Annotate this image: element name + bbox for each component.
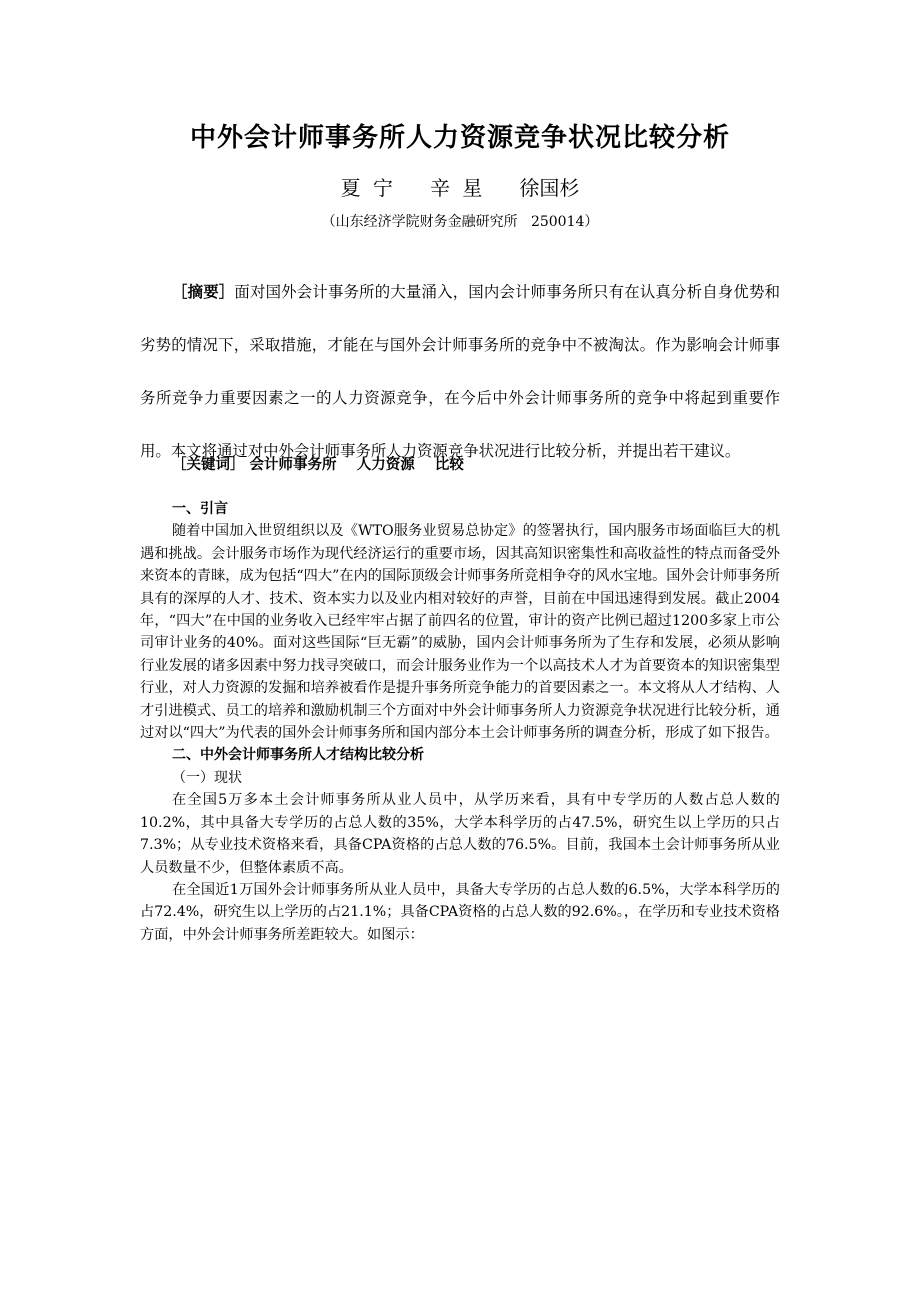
abstract-label: ［摘要］: [172, 283, 235, 301]
section-heading-structure: 二、中外会计师事务所人才结构比较分析: [172, 747, 424, 764]
paper-body: [140, 498, 780, 946]
author-affiliation: （山东经济学院财务金融研究所 250014）: [321, 214, 599, 230]
foreign-staff-paragraph: 在全国近1万国外会计师事务所从业人员中，具备大专学历的占总人数的6.5%，大学本科学历的占72.4%，研究生以上学历的占21.1%；具备CPA资格的占总人数的92.6%。，在学历和专业技术资格方面，中外会计师事务所差距较大。如图示：: [140, 881, 780, 943]
keywords: ［关键词］ 会计师事务所 人力资源 比较: [172, 457, 464, 473]
domestic-staff-paragraph: 在全国5万多本土会计师事务所从业人员中，从学历来看，具有中专学历的人数占总人数的10.2%，其中具备大专学历的占总人数的35%，大学本科学历的占47.5%，研究生以上学历的只占7.3%；从专业技术资格来看，具备CPA资格的占总人数的76.5%。目前，我国本土会计师事务所从业人员数量不少，但整体素质不高。: [140, 792, 780, 876]
intro-paragraph: 随着中国加入世贸组织以及《WTO服务业贸易总协定》的签署执行，国内服务市场面临巨大的机遇和挑战。会计服务市场作为现代经济运行的重要市场，因其高知识密集性和高收益性的特点而备受外来资本的青睐，成为包括“四大”在内的国际顶级会计师事务所竞相争夺的风水宝地。国外会计师事务所具有的深厚的人才、技术、资本实力以及业内相对较好的声誉，目前在中国迅速得到发展。截止2004年，“四大”在中国的业务收入已经牢牢占据了前四名的位置，审计的资产比例已超过1200多家上市公司审计业务的40%。面对这些国际“巨无霸”的威胁，国内会计师事务所为了生存和发展，必须从影响行业发展的诸多因素中努力找寻突破口，而会计服务业作为一个以高技术人才为首要资本的知识密集型行业，对人力资源的发掘和培养被看作是提升事务所竞争能力的首要因素之一。本文将从人才结构、人才引进模式、员工的培养和激励机制三个方面对中外会计师事务所人力资源竞争状况进行比较分析，通过对以“四大”为代表的国外会计师事务所和国内部分本土会计师事务所的调查分析，形成了如下报告。: [140, 523, 780, 742]
paper-authors: 夏 宁 辛 星 徐国杉: [340, 176, 580, 200]
section-heading-intro: 一、引言: [172, 501, 228, 517]
abstract: [140, 266, 780, 478]
paper-title: 中外会计师事务所人力资源竞争状况比较分析: [189, 123, 730, 153]
subsection-heading-status: （一）现状: [172, 769, 242, 786]
abstract-text: 面对国外会计事务所的大量涌入，国内会计师事务所只有在认真分析自身优势和劣势的情况下，采取措施，才能在与国外会计师事务所的竞争中不被淘汰。作为影响会计师事务所竞争力重要因素之一的人力资源竞争，在今后中外会计师事务所的竞争中将起到重要作用。本文将通过对中外会计师事务所人力资源竞争状况进行比较分析，并提出若干建议。: [140, 283, 780, 460]
